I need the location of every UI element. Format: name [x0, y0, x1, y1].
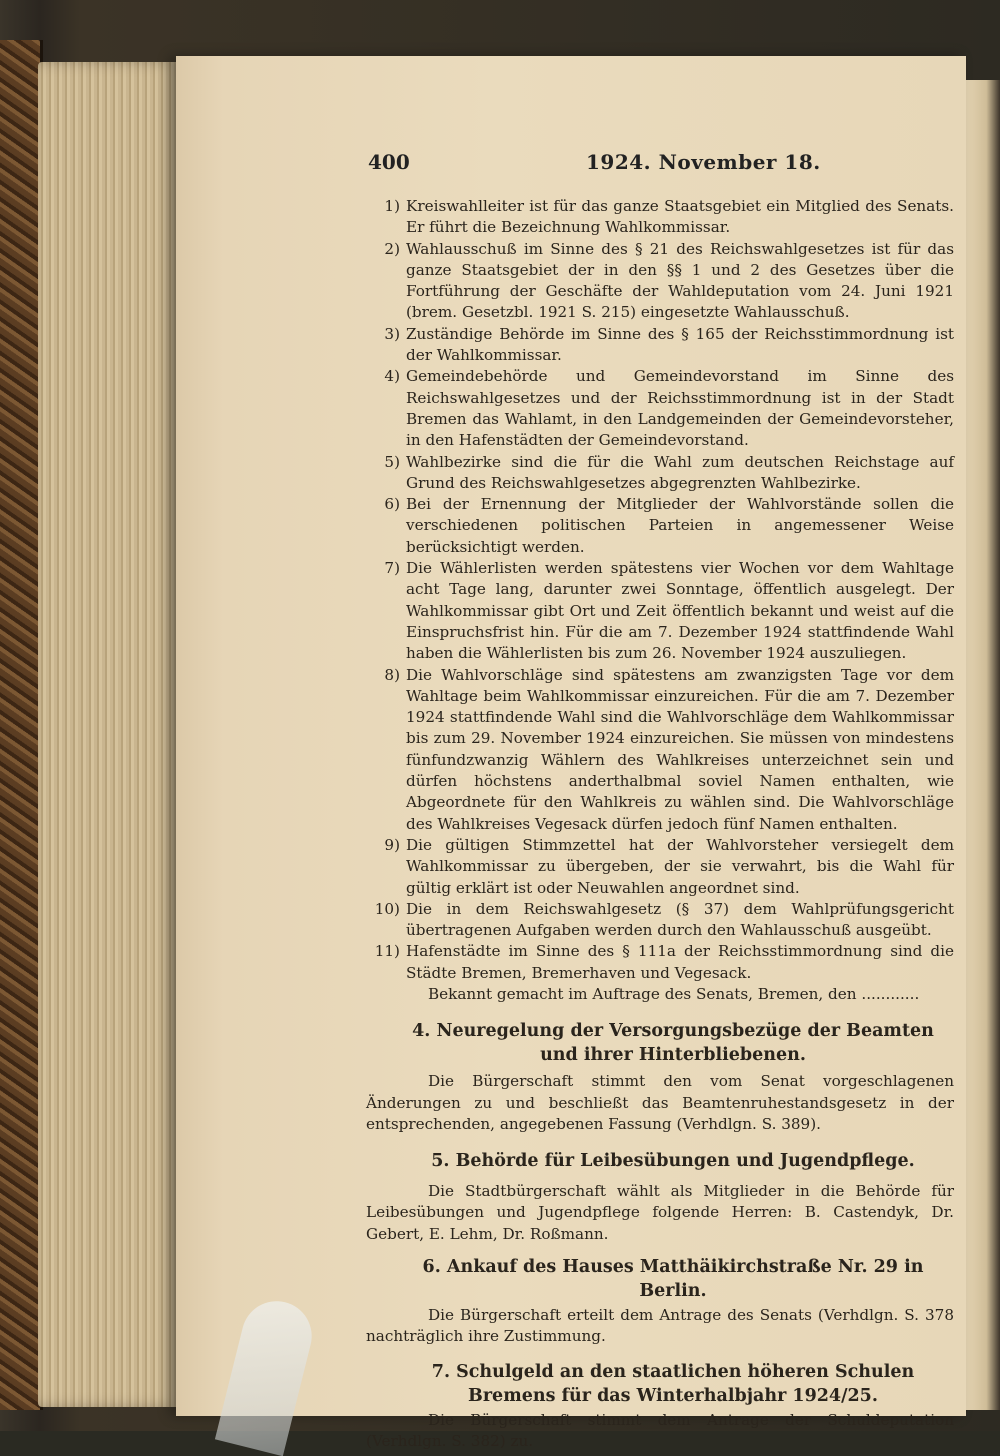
list-item [362, 835, 954, 899]
list-item [362, 558, 954, 664]
item-text: Die Wahlvorschläge sind spätestens am zwanzigsten Tage vor dem Wahltage beim Wahlkommissar einzureichen. Für die am 7. Dezember 1924 stattfindende Wahl sind die Wahlvorschläge dem Wahlkommissar bis zum 29. November 1924 einzureichen. Sie müssen von mindestens fünfundzwanzig Wählern des Wahlkreises unterzeichnet sein und dürfen höchstens anderthalbmal soviel Namen enthalten, wie Abgeordnete für den Wahlkreis zu wählen sind. Die Wahlvorschläge des Wahlkreises Vegesack dürfen jedoch fünf Namen enthalten. [406, 665, 954, 833]
page-edges [38, 62, 178, 1407]
item-text: Hafenstädte im Sinne des § 111a der Reichsstimmordnung sind die Städte Bremen, Bremerhaven und Vegesack. [406, 942, 954, 982]
item-text: Wahlbezirke sind die für die Wahl zum deutschen Reichstage auf Grund des Reichswahlgesetzes abgegrenzten Wahlbezirke. [406, 452, 954, 492]
item-number: 11) [374, 942, 400, 961]
list-item [362, 494, 954, 558]
item-number: 5) [384, 452, 400, 471]
item-text: Kreiswahlleiter ist für das ganze Staatsgebiet ein Mitglied des Senats. Er führt die Bezeichnung Wahlkommissar. [406, 197, 954, 237]
page-number: 400 [368, 150, 410, 174]
item-text: Die Wählerlisten werden spätestens vier Wochen vor dem Wahltage acht Tage lang, darunter zwei Sonntage, öffentlich ausgelegt. Der Wahlkommissar gibt Ort und Zeit öffentlich bekannt und weist auf die Einspruchsfrist hin. Für die am 7. Dezember 1924 stattfindende Wahl haben die Wählerlisten bis zum 26. November 1924 auszuliegen. [406, 559, 954, 663]
page-text [362, 196, 954, 1452]
numbered-list [362, 196, 954, 984]
item-text: Die gültigen Stimmzettel hat der Wahlvorsteher versiegelt dem Wahlkommissar zu übergeben, der sie verwahrt, bis die Wahl für gültig erklärt ist oder Neuwahlen angeordnet sind. [406, 835, 954, 897]
section-text-7: Die Bürgerschaft stimmt dem Antrage der Schuldeputation (Verhdlgn. S. 382) zu. [366, 1410, 954, 1450]
page-header [368, 150, 948, 180]
item-number: 1) [384, 197, 400, 215]
item-number: 2) [384, 239, 400, 258]
section-text-4: Die Bürgerschaft stimmt den vom Senat vorgeschlagenen Änderungen zu und beschließt das Beamtenruhestandsgesetz in der entsprechenden, angegebenen Fassung (Verhdlgn. S. 389). [366, 1072, 954, 1133]
list-item [362, 941, 954, 984]
list-item [362, 366, 954, 451]
section-heading-4: 4. Neuregelung der Versorgungsbezüge der Beamten und ihrer Hinterbliebenen. [412, 1021, 934, 1066]
list-item [362, 239, 954, 324]
book-spine [0, 40, 43, 1410]
item-number: 3) [384, 324, 400, 343]
item-text: Wahlausschuß im Sinne des § 21 des Reichswahlgesetzes ist für das ganze Staatsgebiet der in den §§ 1 und 2 des Gesetzes über die Fortführung der Geschäfte der Wahldeputation vom 24. Juni 1921 (brem. Gesetzbl. 1921 S. 215) eingesetzte Wahlausschuß. [406, 239, 954, 322]
item-text: Gemeindebehörde und Gemeindevorstand im Sinne des Reichswahlgesetzes und der Reichsstimmordnung ist in der Stadt Bremen das Wahlamt, in den Landgemeinden der Gemeindevorsteher, in den Hafenstädten der Gemeindevorstand. [406, 367, 954, 450]
list-item [362, 324, 954, 367]
closing-line: Bekannt gemacht im Auftrage des Senats, Bremen, den ............ [428, 984, 920, 1003]
item-number: 9) [384, 835, 400, 854]
item-text: Bei der Ernennung der Mitglieder der Wahlvorstände sollen die verschiedenen politischen Parteien in angemessener Weise berücksichtigt werden. [406, 495, 954, 556]
section-text-6: Die Bürgerschaft erteilt dem Antrage des Senats (Verhdlgn. S. 378 nachträglich ihre Zustimmung. [366, 1306, 954, 1346]
running-head: 1924. November 18. [586, 150, 821, 174]
item-number: 6) [384, 495, 400, 514]
list-item [362, 665, 954, 835]
section-heading-7: 7. Schulgeld an den staatlichen höheren Schulen Bremens für das Winterhalbjahr 1924/25. [431, 1361, 915, 1406]
list-item [362, 899, 954, 942]
section-heading-5: 5. Behörde für Leibesübungen und Jugendpflege. [431, 1151, 915, 1172]
item-number: 10) [374, 899, 400, 918]
item-number: 7) [384, 559, 400, 578]
section-heading-6: 6. Ankauf des Hauses Matthäikirchstraße Nr. 29 in Berlin. [422, 1257, 924, 1302]
item-number: 8) [384, 665, 400, 684]
list-item [362, 196, 954, 239]
item-number: 4) [384, 367, 400, 386]
item-text: Die in dem Reichswahlgesetz (§ 37) dem Wahlprüfungsgericht übertragenen Aufgaben werden durch den Wahlausschuß ausgeübt. [406, 899, 954, 940]
section-text-5: Die Stadtbürgerschaft wählt als Mitglieder in die Behörde für Leibesübungen und Jugendpflege folgende Herren: B. Castendyk, Dr. Gebert, E. Lehm, Dr. Roßmann. [366, 1182, 954, 1243]
list-item [362, 452, 954, 495]
item-text: Zuständige Behörde im Sinne des § 165 der Reichsstimmordnung ist der Wahlkommissar. [406, 324, 954, 365]
adjacent-page-edge [966, 80, 1000, 1410]
